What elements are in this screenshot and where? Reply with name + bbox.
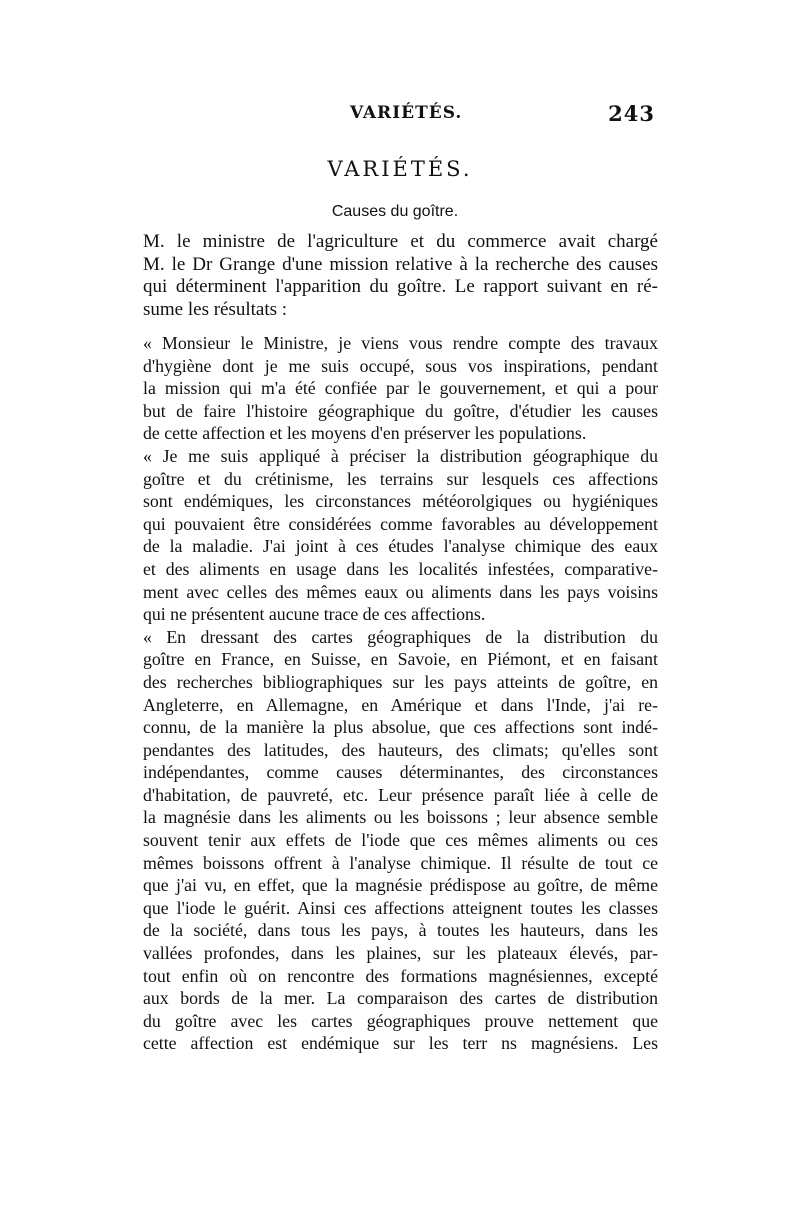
text-line: mêmes boissons offrent à l'analyse chimique. Il résulte de tout ce [143,852,658,873]
running-head-title: VARIÉTÉS. [350,103,463,123]
text-line: M. le Dr Grange d'une mission relative à la recherche des causes [143,253,658,275]
text-line: de la maladie. J'ai joint à ces études l'analyse chimique des eaux [143,536,658,557]
text-line: « Monsieur le Ministre, je viens vous rendre compte des travaux [143,333,658,353]
report-body [143,332,658,1055]
text-line: que l'iode le guérit. Ainsi ces affections atteignent toutes les classes [143,897,658,918]
text-line: du goître avec les cartes géographiques prouve nettement que [143,1010,658,1031]
text-line: sume les résultats : [143,298,288,320]
page-number: 243 [608,101,655,126]
text-line: Angleterre, en Allemagne, en Amérique et dans l'Inde, j'ai re- [143,694,658,715]
text-line: ment avec celles des mêmes eaux ou aliments dans les pays voisins [143,581,658,602]
text-line: tout enfin où on rencontre des formations magnésiennes, excepté [143,965,658,986]
text-line: d'habitation, de pauvreté, etc. Leur présence paraît liée à celle de [143,784,658,805]
text-line: souvent tenir aux effets de l'iode que ces mêmes aliments ou ces [143,830,658,851]
text-line: de la société, dans tous les pays, à toutes les hauteurs, dans les [143,920,658,941]
text-line: indépendantes, comme causes déterminantes, des circonstances [143,762,658,783]
text-line: et des aliments en usage dans les localités infestées, comparative- [143,558,658,579]
section-title: VARIÉTÉS. [327,157,473,181]
text-line: des recherches bibliographiques sur les pays atteints de goître, en [143,671,658,692]
text-line: M. le ministre de l'agriculture et du commerce avait chargé [143,231,658,252]
text-line: vallées profondes, dans les plaines, sur les plateaux élevés, par- [143,943,658,964]
text-line: aux bords de la mer. La comparaison des cartes de distribution [143,988,658,1009]
text-line: la magnésie dans les aliments ou les boissons ; leur absence semble [143,807,658,828]
text-line: « En dressant des cartes géographiques de la distribution du [143,626,658,647]
subtitle: Causes du goître. [331,203,459,220]
intro-paragraph [143,231,658,321]
text-line: goître en France, en Suisse, en Savoie, en Piémont, et en faisant [143,649,658,670]
text-line: goître et du crétinisme, les terrains sur lesquels ces affections [143,468,658,489]
text-line: « Je me suis appliqué à préciser la distribution géographique du [143,445,658,466]
text-line: sont endémiques, les circonstances météorolgiques ou hygiéniques [143,491,658,512]
text-line: la mission qui m'a été confiée par le gouvernement, et qui a pour [143,378,658,399]
text-line: but de faire l'histoire géographique du goître, d'étudier les causes [143,400,658,421]
text-line: cette affection est endémique sur les terr ns magnésiens. Les [143,1033,658,1054]
text-line: qui ne présentent aucune trace de ces affections. [143,604,486,625]
text-line: qui pouvaient être considérées comme favorables au développement [143,513,658,534]
text-line: connu, de la manière la plus absolue, que ces affections sont indé- [143,717,658,738]
text-line: que j'ai vu, en effet, que la magnésie prédispose au goître, de même [143,875,658,896]
text-line: qui déterminent l'apparition du goître. Le rapport suivant en ré- [143,276,658,298]
text-line: pendantes des latitudes, des hauteurs, des climats; qu'elles sont [143,739,658,760]
text-line: d'hygiène dont je me suis occupé, sous vos inspirations, pendant [143,355,658,376]
text-line: de cette affection et les moyens d'en préserver les populations. [143,423,587,444]
